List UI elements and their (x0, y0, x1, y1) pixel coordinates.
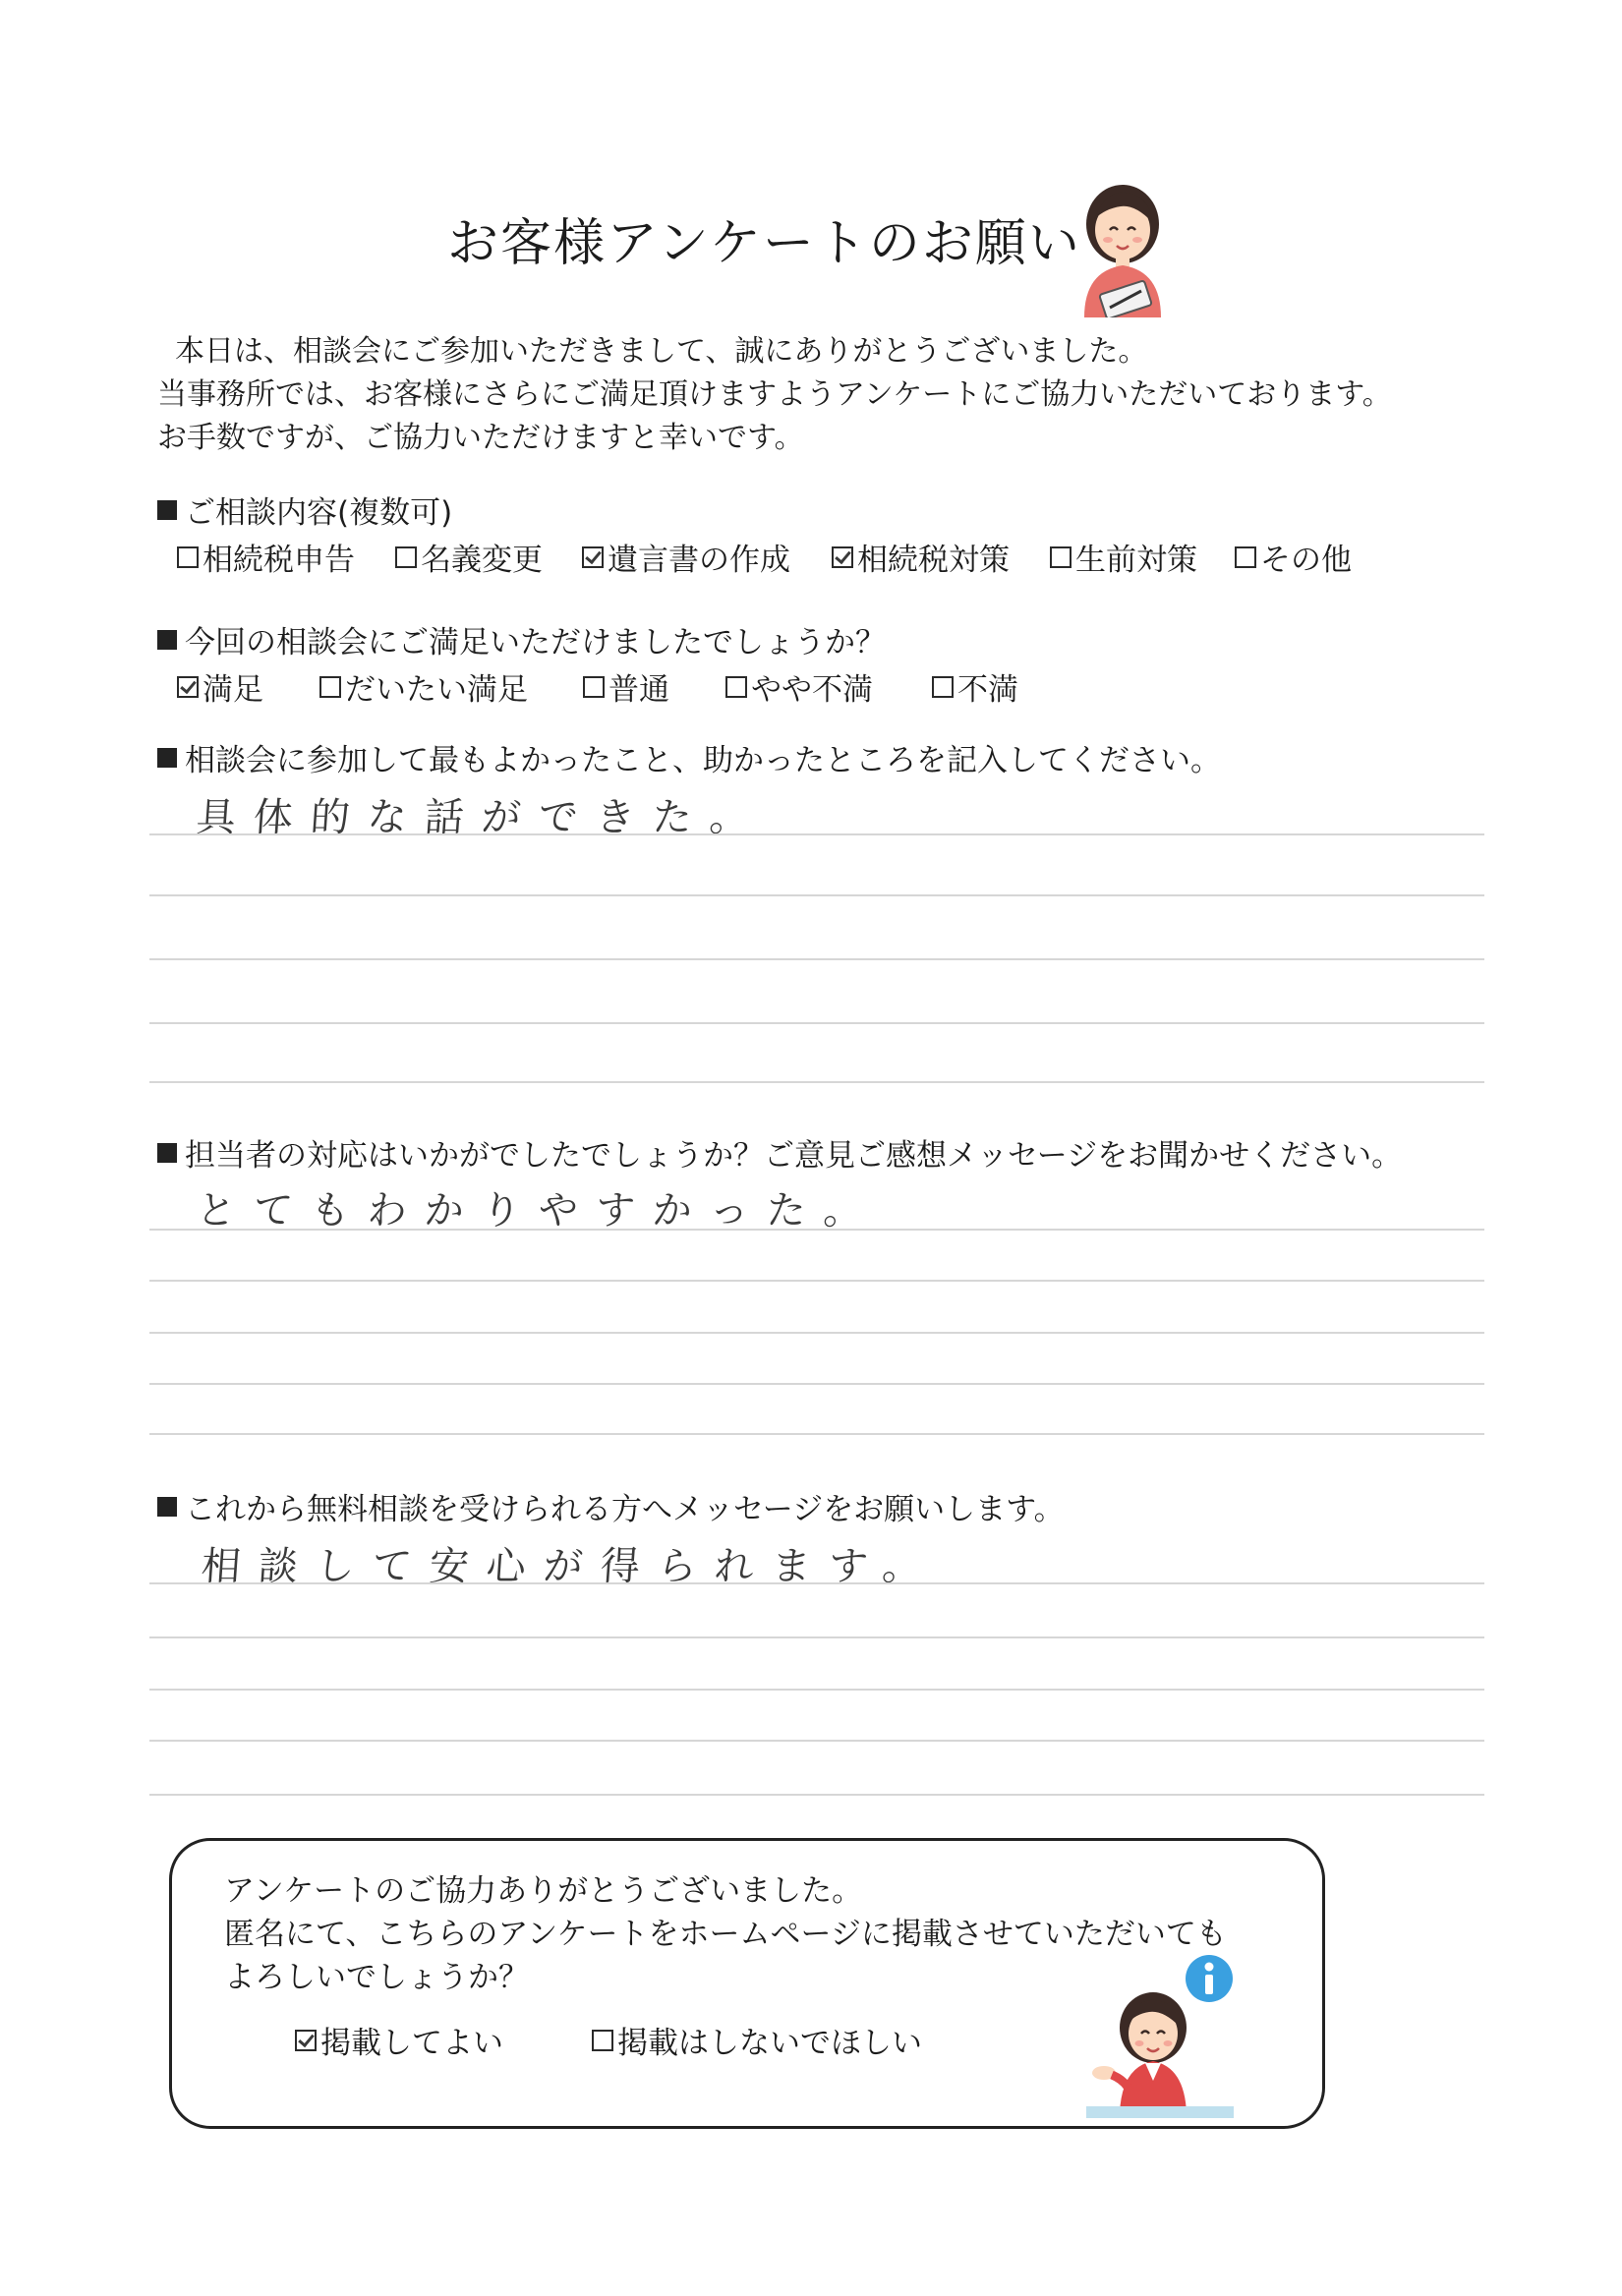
question-heading (157, 1484, 1065, 1528)
square-bullet-icon (157, 1497, 177, 1517)
option-label: やや不満 (751, 672, 873, 708)
option-satisfied[interactable] (177, 664, 319, 709)
option-will-creation[interactable] (582, 535, 832, 579)
question-heading-text: 担当者の対応はいかがでしたでしょうか？ご意見ご感想メッセージをお聞かせください。 (185, 1138, 1403, 1174)
option-do-not-publish[interactable] (592, 2018, 922, 2062)
checkbox-checked[interactable] (295, 2030, 317, 2051)
ruled-line (149, 958, 1484, 960)
intro-line: 本日は、相談会にご参加いただきまして、誠にありがとうございました。 (175, 334, 1148, 369)
ruled-line (149, 1433, 1484, 1435)
ruled-line (149, 1229, 1484, 1231)
question-heading-text: 今回の相談会にご満足いただけましたでしょうか？ (185, 625, 886, 660)
option-pre-death-planning[interactable] (1050, 535, 1235, 579)
ruled-line (149, 1383, 1484, 1385)
intro-line: お手数ですが、ご協力いただけますと幸いです。 (157, 421, 804, 455)
closing-line: よろしいでしょうか？ (224, 1960, 529, 1995)
woman-info-icon (1076, 1951, 1248, 2123)
satisfaction-options (177, 664, 1018, 709)
ruled-line (149, 833, 1484, 835)
checkbox[interactable] (177, 546, 199, 568)
intro-text (157, 330, 1392, 460)
checkbox-checked[interactable] (177, 676, 199, 698)
page-title: お客様アンケートのお願い (447, 214, 1081, 273)
option-neutral[interactable] (583, 664, 725, 709)
checkbox[interactable] (319, 676, 341, 698)
ruled-line (149, 1081, 1484, 1083)
checkbox-checked[interactable] (832, 546, 853, 568)
option-label: 相続税対策 (857, 543, 1010, 578)
question-heading-text: ご相談内容(複数可) (185, 495, 453, 531)
option-somewhat-dissatisfied[interactable] (725, 664, 932, 709)
option-dissatisfied[interactable] (932, 664, 1018, 709)
option-inheritance-tax-planning[interactable] (832, 535, 1050, 579)
option-label: 掲載はしないでほしい (617, 2026, 922, 2061)
ruled-line (149, 1689, 1484, 1691)
ruled-line (149, 1280, 1484, 1282)
checkbox[interactable] (932, 676, 954, 698)
handwritten-answer[interactable]: とてもわかりやすかった。 (195, 1188, 883, 1234)
option-label: 生前対策 (1075, 543, 1197, 578)
option-inheritance-tax-return[interactable] (177, 535, 395, 579)
question-heading (157, 735, 1221, 779)
option-label: だいたい満足 (345, 672, 528, 708)
ruled-line (149, 1794, 1484, 1796)
ruled-line (149, 1636, 1484, 1638)
option-label: 普通 (608, 672, 669, 708)
square-bullet-icon (157, 748, 177, 768)
consultation-type-options (177, 535, 1352, 579)
option-label: 相続税申告 (203, 543, 355, 578)
option-label: 不満 (957, 672, 1018, 708)
ruled-line (149, 1332, 1484, 1334)
option-label: 満足 (203, 672, 263, 708)
checkbox[interactable] (592, 2030, 613, 2051)
option-label: 掲載してよい (320, 2026, 503, 2061)
handwritten-answer[interactable]: 相談して安心が得られます。 (200, 1544, 942, 1589)
ruled-line (149, 894, 1484, 896)
checkbox-checked[interactable] (582, 546, 604, 568)
ruled-line (149, 1582, 1484, 1584)
closing-line: アンケートのご協力ありがとうございました。 (224, 1873, 863, 1909)
ruled-line (149, 1022, 1484, 1024)
checkbox[interactable] (1050, 546, 1072, 568)
question-heading (157, 488, 452, 532)
intro-line: 当事務所では、お客様にさらにご満足頂けますようアンケートにご協力いただいております。 (157, 377, 1392, 412)
woman-with-clipboard-icon (1067, 175, 1180, 317)
option-publish-ok[interactable] (295, 2018, 592, 2062)
square-bullet-icon (157, 500, 177, 520)
option-label: 遺言書の作成 (608, 543, 790, 578)
checkbox[interactable] (725, 676, 747, 698)
closing-line: 匿名にて、こちらのアンケートをホームページに掲載させていただいても (224, 1917, 1227, 1952)
checkbox[interactable] (1235, 546, 1256, 568)
question-heading-text: 相談会に参加して最もよかったこと、助かったところを記入してください。 (185, 743, 1221, 778)
square-bullet-icon (157, 1143, 177, 1163)
ruled-line (149, 1740, 1484, 1742)
option-other[interactable] (1235, 535, 1352, 579)
handwritten-answer[interactable]: 具体的な話ができた。 (195, 795, 769, 840)
question-heading (157, 1130, 1402, 1175)
question-heading (157, 617, 886, 661)
option-name-change[interactable] (395, 535, 582, 579)
question-heading-text: これから無料相談を受けられる方へメッセージをお願いします。 (185, 1492, 1065, 1527)
checkbox[interactable] (583, 676, 605, 698)
square-bullet-icon (157, 630, 177, 650)
option-label: 名義変更 (421, 543, 543, 578)
option-mostly-satisfied[interactable] (319, 664, 583, 709)
checkbox[interactable] (395, 546, 417, 568)
publish-consent-options (295, 2018, 922, 2062)
option-label: その他 (1260, 543, 1352, 578)
